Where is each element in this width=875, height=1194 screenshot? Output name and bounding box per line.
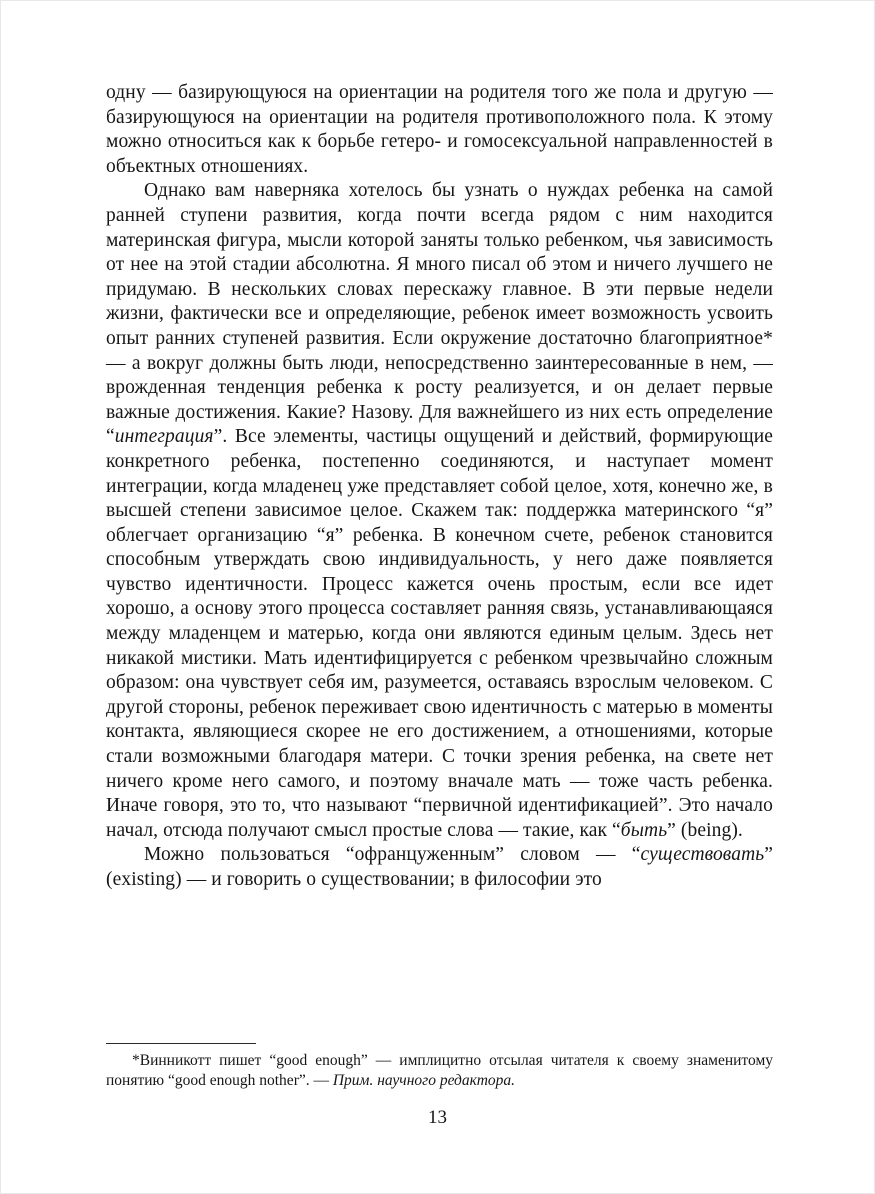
text-run: интеграция	[114, 426, 214, 448]
paragraph	[106, 843, 773, 892]
text-run: Однако вам наверняка хотелось бы узнать о нуждах ребенка на самой ранней ступени развития, когда почти всегда рядом с ним находится материнская фигура, мысли которой заняты только ребенком, чья зависимость от нее на этой стадии абсолютна. Я много писал об этом и ничего лучшего не придумаю. В нескольких словах перескажу главное. В эти первые недели жизни, фактически все и определяющие, ребенок имеет возможность усвоить опыт ранних ступеней развития. Если окружение достаточно благоприятное* — а вокруг должны быть люди, непосредственно заинтересованные в нем, — врожденная тенденция ребенка к росту реализуется, и он делает первые важные достижения. Какие? Назову. Для важнейшего из них есть определение “	[106, 180, 773, 448]
text-run: Прим. научного редактора.	[332, 1071, 516, 1089]
footnote-text	[106, 1051, 773, 1090]
text-run: ”. Все элементы, частицы ощущений и действий, формирующие конкретного ребенка, постепенно соединяются, и наступает момент интеграции, когда младенец уже представляет собой целое, хотя, конечно же, в высшей степени зависимое целое. Скажем так: поддержка материнского “я” облегчает организацию “я” ребенка. В конечном счете, ребенок становится способным утверждать свою индивидуальность, у него даже появляется чувство идентичности. Процесс кажется очень простым, если все идет хорошо, а основу этого процесса составляет ранняя связь, устанавливающаяся между младенцем и матерью, когда они являются единым целым. Здесь нет никакой мистики. Мать идентифицируется с ребенком чрезвычайно сложным образом: она чувствует себя им, разумеется, оставаясь взрослым человеком. С другой стороны, ребенок переживает свою идентичность с матерью в моменты контакта, являющиеся скорее не его достижением, а отношениями, которые стали возможными благодаря матери. С точки зрения ребенка, на свете нет ничего кроме него самого, и поэтому вначале мать — тоже часть ребенка. Иначе говоря, это то, что называют “первичной идентификацией”. Это начало начал, отсюда получают смысл простые слова — такие, как “	[106, 426, 773, 841]
text-run: быть	[620, 819, 668, 841]
paragraph	[106, 81, 773, 179]
text-run: одну — базирующуюся на ориентации на родителя того же пола и другую — базирующуюся на ориентации на родителя противоположного пола. К этому можно относиться как к борьбе гетеро- и гомосексуальной направленностей в объектных отношениях.	[106, 82, 773, 177]
text-run: ” (existing) — и говорить о существовании; в философии это	[106, 844, 773, 890]
text-run: *Винникотт пишет “good enough” — имплицитно отсылая читателя к своему знаменитому понятию “good enough nother”. —	[106, 1052, 773, 1089]
page-number: 13	[428, 1107, 447, 1128]
text-run: ” (being).	[667, 819, 743, 841]
text-run: существовать	[640, 844, 765, 866]
footnote	[106, 1051, 773, 1090]
paragraph	[106, 179, 773, 843]
text-run: Можно пользоваться “офранцуженным” словом — “	[144, 844, 641, 866]
page-body	[106, 81, 773, 893]
footnote-separator	[106, 1043, 256, 1044]
